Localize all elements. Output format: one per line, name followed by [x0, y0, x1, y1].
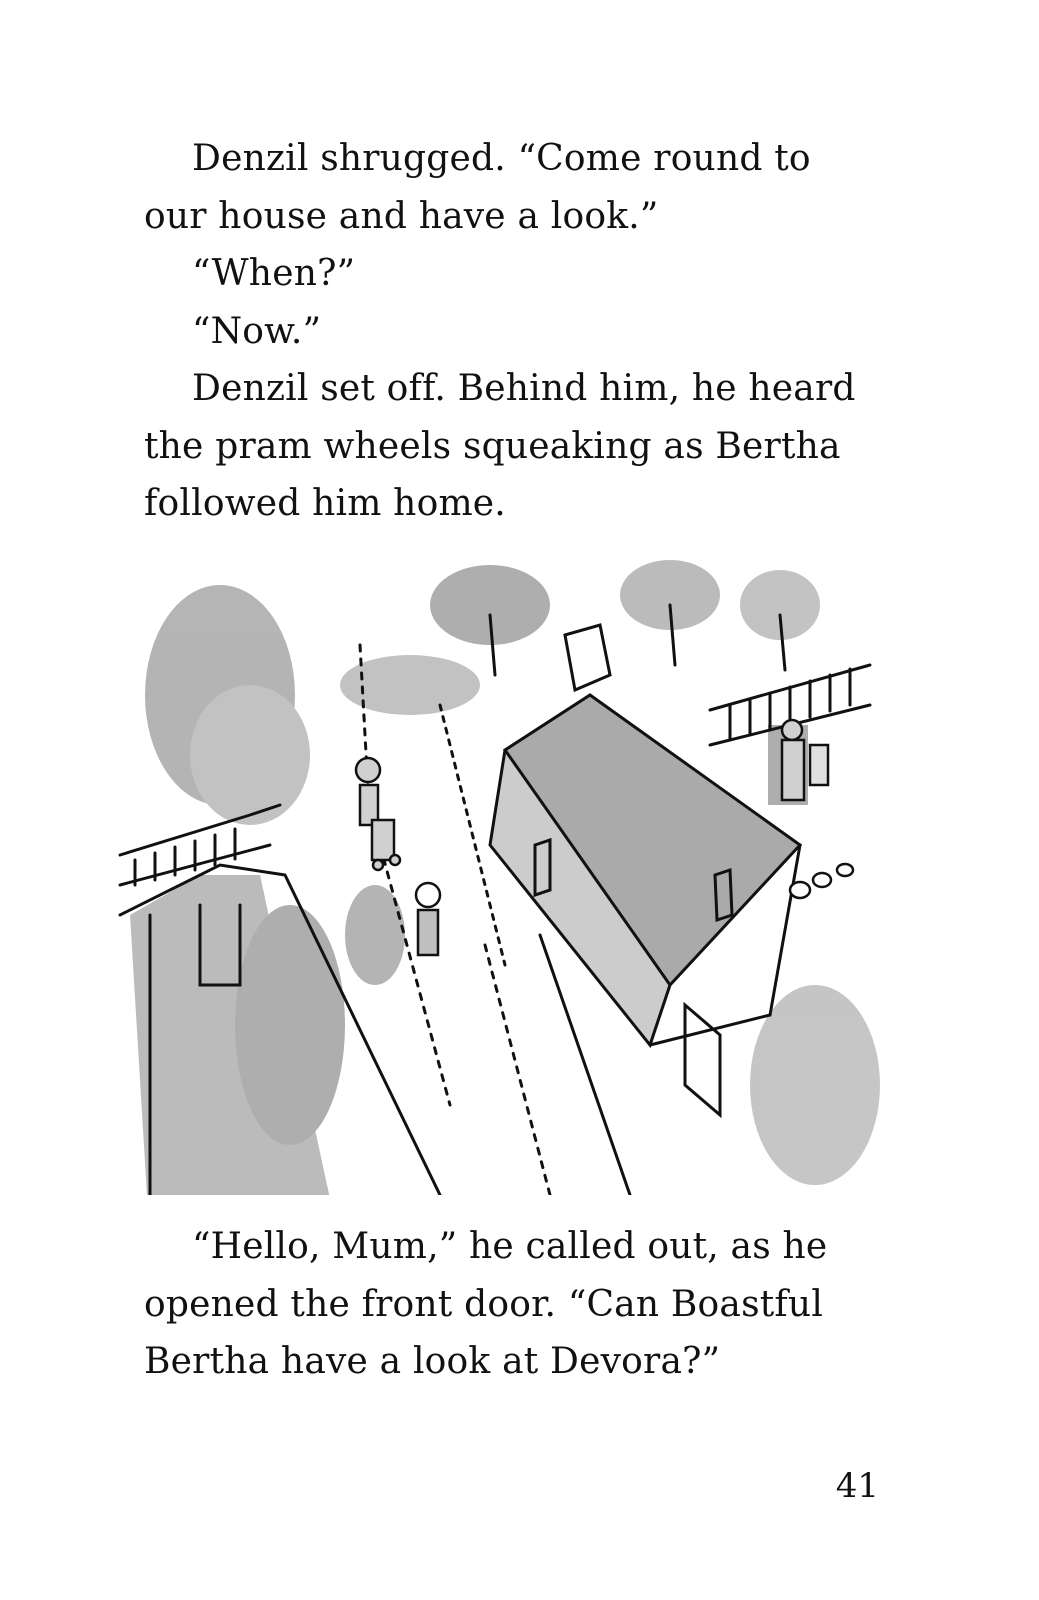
paragraph: Denzil shrugged. “Come round to our house and have a look.”	[144, 138, 811, 237]
bottom-text-block	[144, 1218, 864, 1391]
page-number: 41	[835, 1466, 879, 1506]
top-text-block	[144, 130, 864, 533]
paragraph: “Hello, Mum,” he called out, as he opened the front door. “Can Boastful Bertha have a look at Devora?”	[144, 1226, 828, 1382]
paragraph: “When?”	[192, 253, 356, 294]
paragraph: “Now.”	[192, 310, 322, 352]
illustration-houses-and-path	[110, 545, 900, 1195]
paragraph: Denzil set off. Behind him, he heard the pram wheels squeaking as Bertha followed him home.	[144, 368, 856, 524]
